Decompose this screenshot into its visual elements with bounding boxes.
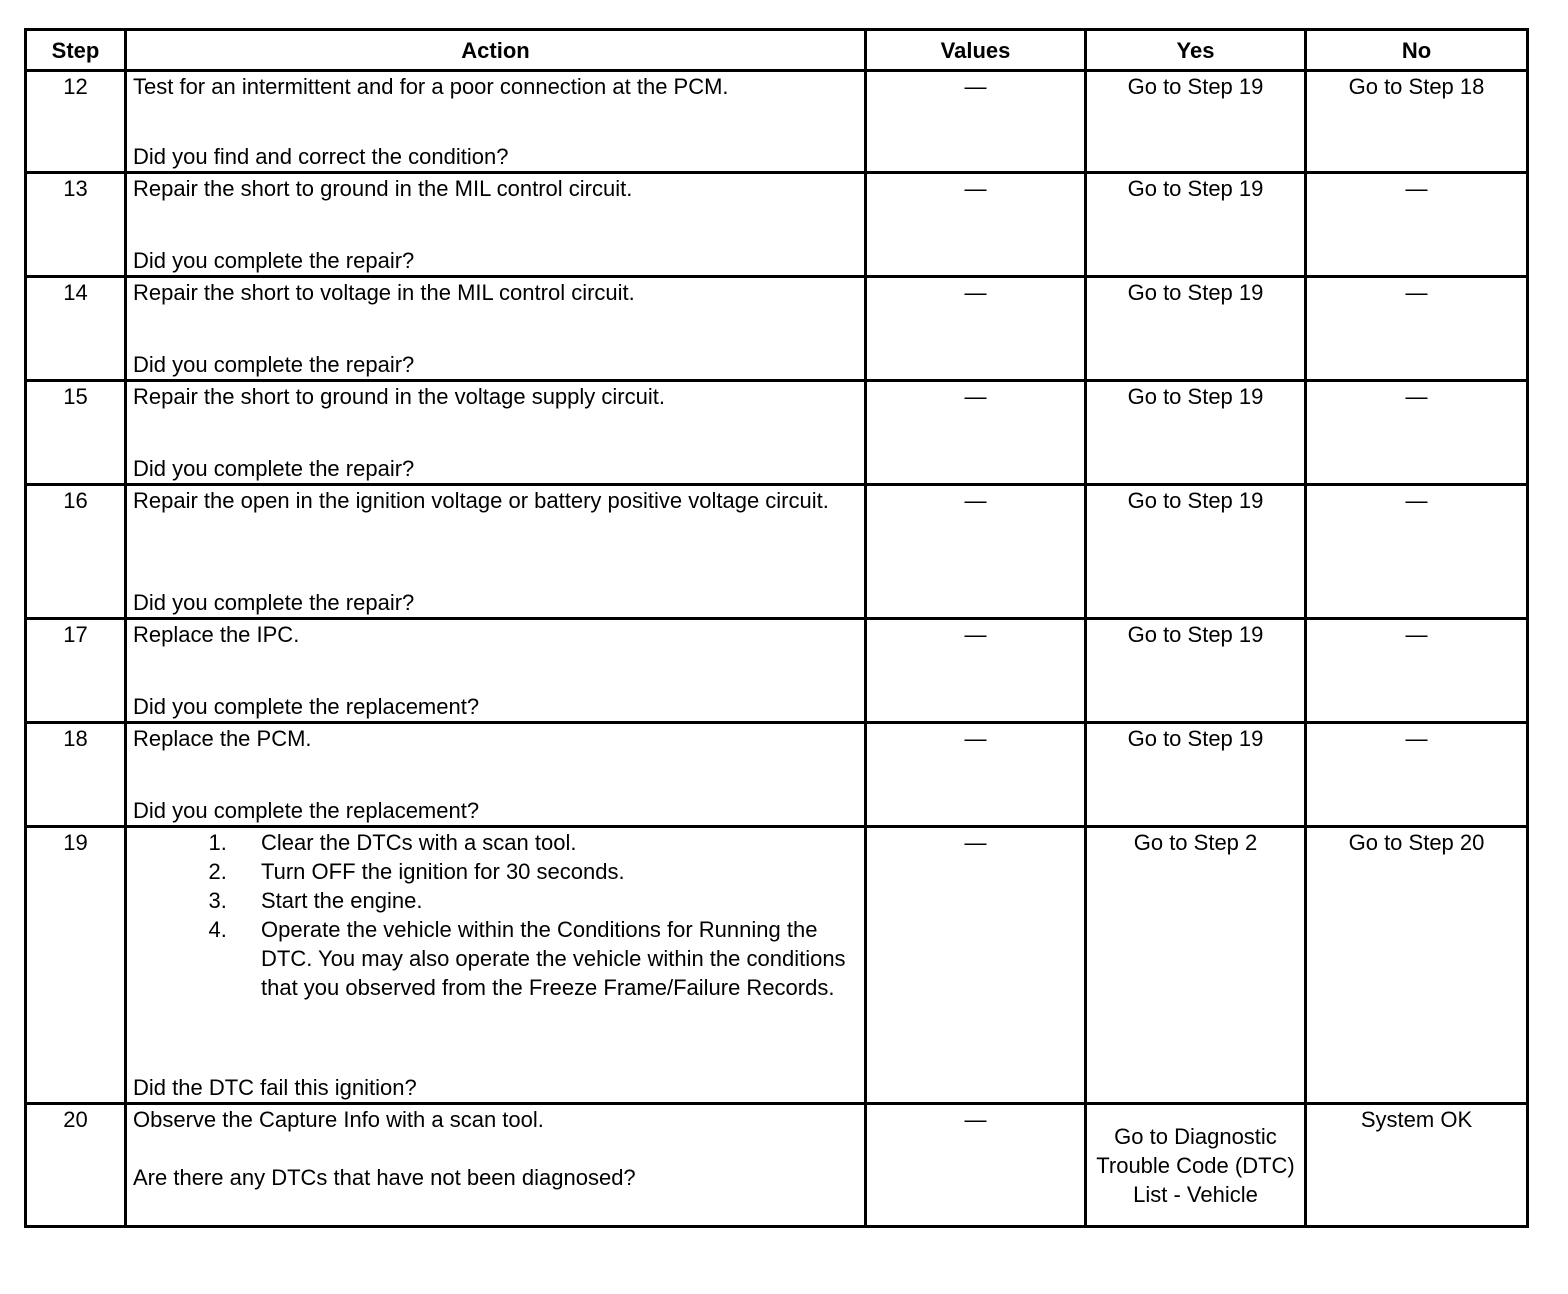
table-row (26, 619, 1528, 723)
action-instruction: Test for an intermittent and for a poor connection at the PCM. (133, 74, 729, 99)
action-cell (126, 71, 866, 173)
action-cell (126, 381, 866, 485)
step-number: 16 (26, 485, 126, 619)
values-cell: — (866, 1104, 1086, 1227)
action-cell (126, 827, 866, 1104)
action-instruction: Repair the short to voltage in the MIL control circuit. (133, 280, 635, 305)
yes-cell: Go to Step 19 (1086, 485, 1306, 619)
action-question: Did you complete the repair? (133, 352, 415, 377)
table-row (26, 1104, 1528, 1227)
no-cell: Go to Step 18 (1306, 71, 1528, 173)
values-cell: — (866, 71, 1086, 173)
action-cell (126, 485, 866, 619)
action-question: Did you complete the repair? (133, 248, 415, 273)
values-cell: — (866, 173, 1086, 277)
table-row (26, 723, 1528, 827)
no-cell: Go to Step 20 (1306, 827, 1528, 1104)
action-question: Did you complete the replacement? (133, 798, 480, 823)
action-cell (126, 723, 866, 827)
procedure-step: 4. Operate the vehicle within the Conditions for Running the DTC. You may also operate the vehicle within the conditions that you observed from the Freeze Frame/Failure Records. (233, 915, 858, 1002)
values-cell: — (866, 485, 1086, 619)
no-cell: System OK (1306, 1104, 1528, 1227)
action-question: Did you complete the repair? (133, 456, 415, 481)
table-row (26, 827, 1528, 1104)
header-action: Action (126, 30, 866, 71)
procedure-step: 2. Turn OFF the ignition for 30 seconds. (233, 857, 858, 886)
values-cell: — (866, 827, 1086, 1104)
action-instruction: Replace the PCM. (133, 726, 312, 751)
action-instruction: Replace the IPC. (133, 622, 300, 647)
values-cell: — (866, 723, 1086, 827)
table-row (26, 71, 1528, 173)
no-cell: — (1306, 381, 1528, 485)
header-step: Step (26, 30, 126, 71)
step-number: 14 (26, 277, 126, 381)
no-cell: — (1306, 619, 1528, 723)
action-instruction: Repair the open in the ignition voltage or battery positive voltage circuit. (133, 488, 829, 513)
procedure-list (133, 828, 858, 1002)
step-number: 19 (26, 827, 126, 1104)
no-cell: — (1306, 173, 1528, 277)
step-number: 17 (26, 619, 126, 723)
action-cell (126, 1104, 866, 1227)
step-number: 20 (26, 1104, 126, 1227)
no-cell: — (1306, 277, 1528, 381)
header-yes: Yes (1086, 30, 1306, 71)
table-row (26, 277, 1528, 381)
yes-cell: Go to Step 19 (1086, 173, 1306, 277)
values-cell: — (866, 381, 1086, 485)
action-question: Are there any DTCs that have not been diagnosed? (133, 1165, 636, 1190)
yes-cell: Go to Step 19 (1086, 381, 1306, 485)
step-number: 12 (26, 71, 126, 173)
values-cell: — (866, 277, 1086, 381)
header-no: No (1306, 30, 1528, 71)
action-instruction: Repair the short to ground in the voltage supply circuit. (133, 384, 665, 409)
step-number: 15 (26, 381, 126, 485)
no-cell: — (1306, 723, 1528, 827)
action-question: Did you complete the repair? (133, 590, 415, 615)
action-question: Did you complete the replacement? (133, 694, 480, 719)
action-cell (126, 619, 866, 723)
action-cell (126, 173, 866, 277)
table-row (26, 381, 1528, 485)
yes-cell: Go to Step 19 (1086, 277, 1306, 381)
diagnostic-table (24, 28, 1529, 1228)
step-number: 18 (26, 723, 126, 827)
step-number: 13 (26, 173, 126, 277)
action-question: Did you find and correct the condition? (133, 144, 509, 169)
procedure-step: 1. Clear the DTCs with a scan tool. (233, 828, 858, 857)
action-question: Did the DTC fail this ignition? (133, 1075, 417, 1100)
action-instruction: Observe the Capture Info with a scan tool. (133, 1107, 544, 1132)
action-instruction: Repair the short to ground in the MIL control circuit. (133, 176, 633, 201)
values-cell: — (866, 619, 1086, 723)
header-values: Values (866, 30, 1086, 71)
table-row (26, 173, 1528, 277)
header-row (26, 30, 1528, 71)
yes-cell: Go to Step 2 (1086, 827, 1306, 1104)
yes-cell: Go to Diagnostic Trouble Code (DTC) List - Vehicle (1086, 1104, 1306, 1227)
action-cell (126, 277, 866, 381)
yes-cell: Go to Step 19 (1086, 619, 1306, 723)
table-row (26, 485, 1528, 619)
yes-cell: Go to Step 19 (1086, 71, 1306, 173)
no-cell: — (1306, 485, 1528, 619)
procedure-step: 3. Start the engine. (233, 886, 858, 915)
yes-cell: Go to Step 19 (1086, 723, 1306, 827)
